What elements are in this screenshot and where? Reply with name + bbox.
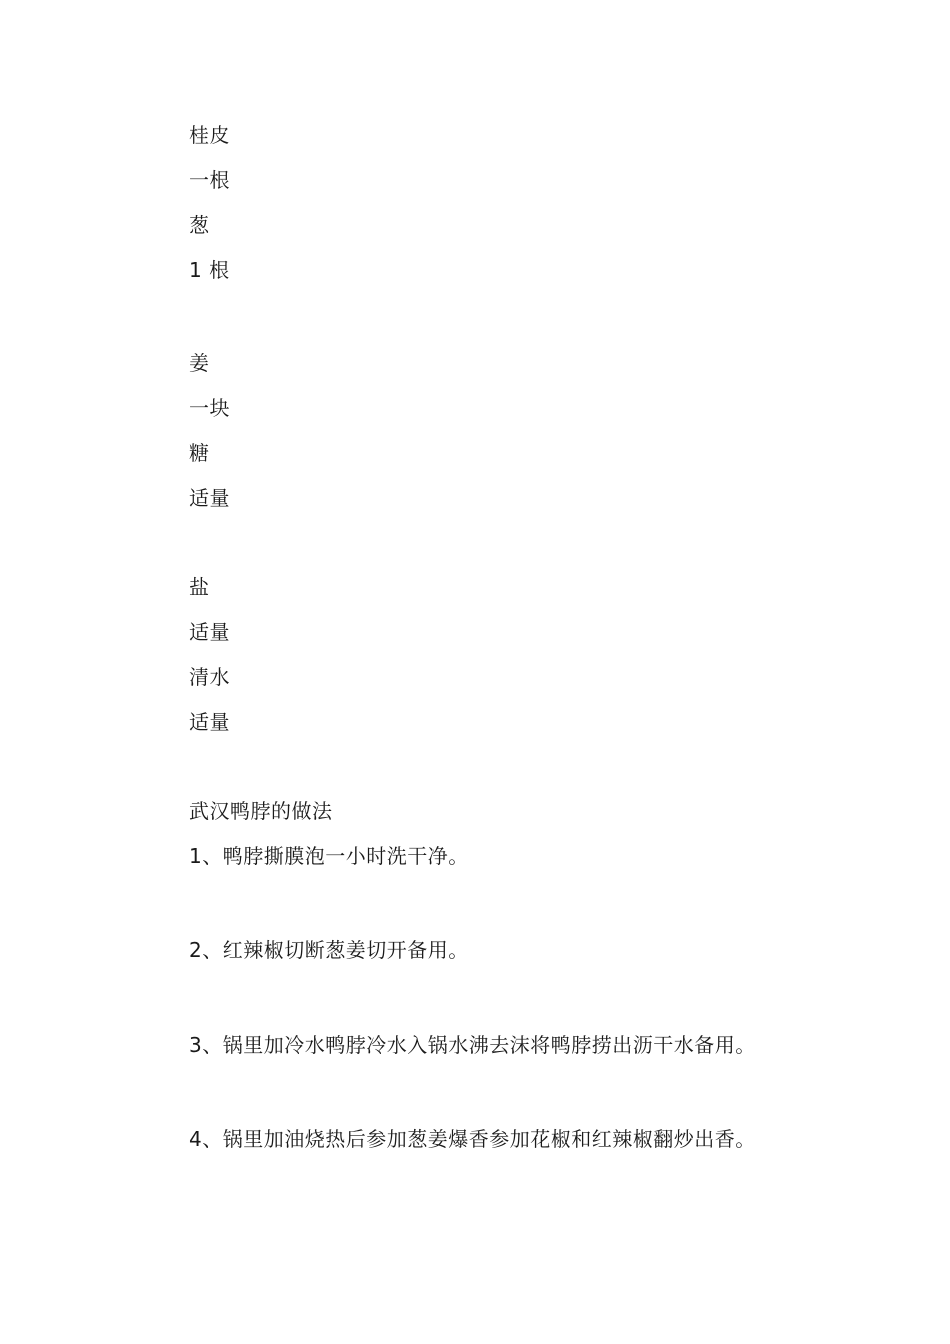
method-step: 2、红辣椒切断葱姜切开备用。 [189, 938, 469, 962]
ingredient-name: 盐 [189, 575, 210, 599]
ingredient-amount: 1 根 [189, 258, 230, 282]
method-heading: 武汉鸭脖的做法 [189, 799, 333, 823]
ingredient-name: 葱 [189, 213, 210, 237]
ingredient-name: 桂皮 [189, 123, 230, 147]
ingredient-name: 糖 [189, 441, 210, 465]
ingredient-amount: 一块 [189, 396, 230, 420]
ingredient-name: 姜 [189, 351, 210, 375]
ingredient-amount: 适量 [189, 710, 230, 734]
ingredient-name: 清水 [189, 665, 230, 689]
method-step: 1、鸭脖撕膜泡一小时洗干净。 [189, 844, 469, 868]
method-step: 3、锅里加冷水鸭脖冷水入锅水沸去沫将鸭脖捞出沥干水备用。 [189, 1033, 756, 1057]
method-step: 4、锅里加油烧热后参加葱姜爆香参加花椒和红辣椒翻炒出香。 [189, 1127, 756, 1151]
ingredient-amount: 适量 [189, 620, 230, 644]
ingredient-amount: 一根 [189, 168, 230, 192]
ingredient-amount: 适量 [189, 486, 230, 510]
